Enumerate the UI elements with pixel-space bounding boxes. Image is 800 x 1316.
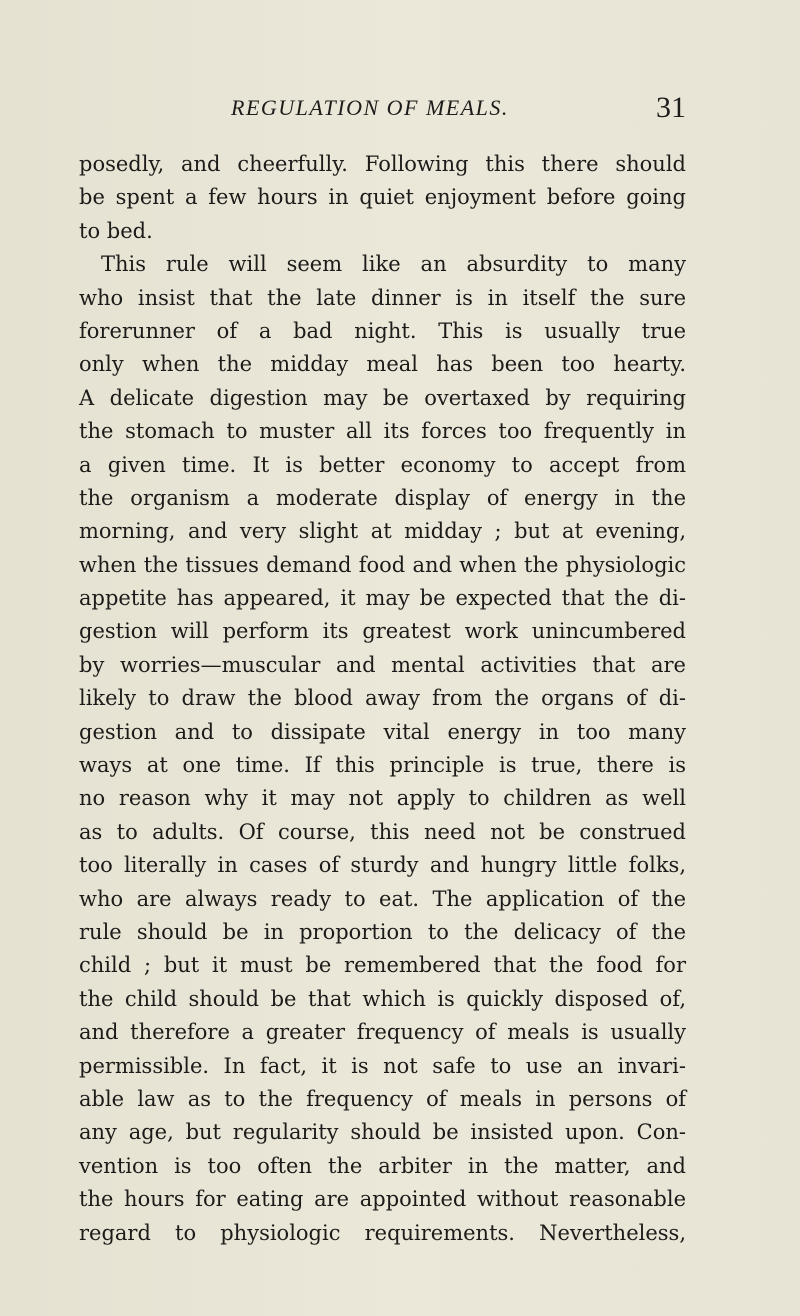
text-line: the stomach to muster all its forces too frequently in [79,419,686,444]
running-head [79,91,686,135]
text-line: regard to physiologic requirements. Nevertheless, [79,1220,686,1245]
text-line: the hours for eating are appointed without reasonable [79,1187,686,1212]
text-line: forerunner of a bad night. This is usually true [79,318,686,343]
text-line: likely to draw the blood away from the organs of di- [79,686,686,711]
text-line: no reason why it may not apply to children as well [79,786,686,811]
text-line: the child should be that which is quickly disposed of, [79,986,686,1011]
text-line: a given time. It is better economy to accept from [79,452,686,477]
running-title: REGULATION OF MEALS. [231,95,509,120]
text-line: child ; but it must be remembered that the food for [79,953,686,978]
text-line: the organism a moderate display of energy in the [79,485,686,510]
text-line: morning, and very slight at midday ; but at evening, [79,519,686,544]
text-line: gestion will perform its greatest work unincumbered [79,619,686,644]
text-line: to bed. [79,218,153,243]
text-line: who insist that the late dinner is in itself the sure [79,285,686,310]
page-number: 31 [656,91,686,124]
text-line: any age, but regularity should be insisted upon. Con- [79,1120,686,1145]
text-line: This rule will seem like an absurdity to many [101,252,686,277]
text-line: rule should be in proportion to the delicacy of the [79,919,686,944]
text-line: who are always ready to eat. The application of the [79,886,686,911]
text-line: by worries—muscular and mental activities that are [79,652,686,677]
text-line: too literally in cases of sturdy and hungry little folks, [79,853,686,878]
text-line: gestion and to dissipate vital energy in too many [79,719,686,744]
text-line: when the tissues demand food and when the physiologic [79,552,686,577]
text-line: and therefore a greater frequency of meals is usually [79,1020,686,1045]
text-line: permissible. In fact, it is not safe to use an invari- [79,1053,686,1078]
text-line: only when the midday meal has been too hearty. [79,352,686,377]
text-line: posedly, and cheerfully. Following this there should [79,152,686,176]
text-line: able law as to the frequency of meals in persons of [79,1086,686,1111]
text-line: as to adults. Of course, this need not be construed [79,819,686,844]
text-line: vention is too often the arbiter in the matter, and [79,1153,686,1178]
text-line: A delicate digestion may be overtaxed by requiring [79,385,686,410]
body-text [79,148,686,1250]
text-line: be spent a few hours in quiet enjoyment before going [79,185,686,210]
text-line: appetite has appeared, it may be expected that the di- [79,586,686,611]
text-line: ways at one time. If this principle is true, there is [79,753,686,778]
